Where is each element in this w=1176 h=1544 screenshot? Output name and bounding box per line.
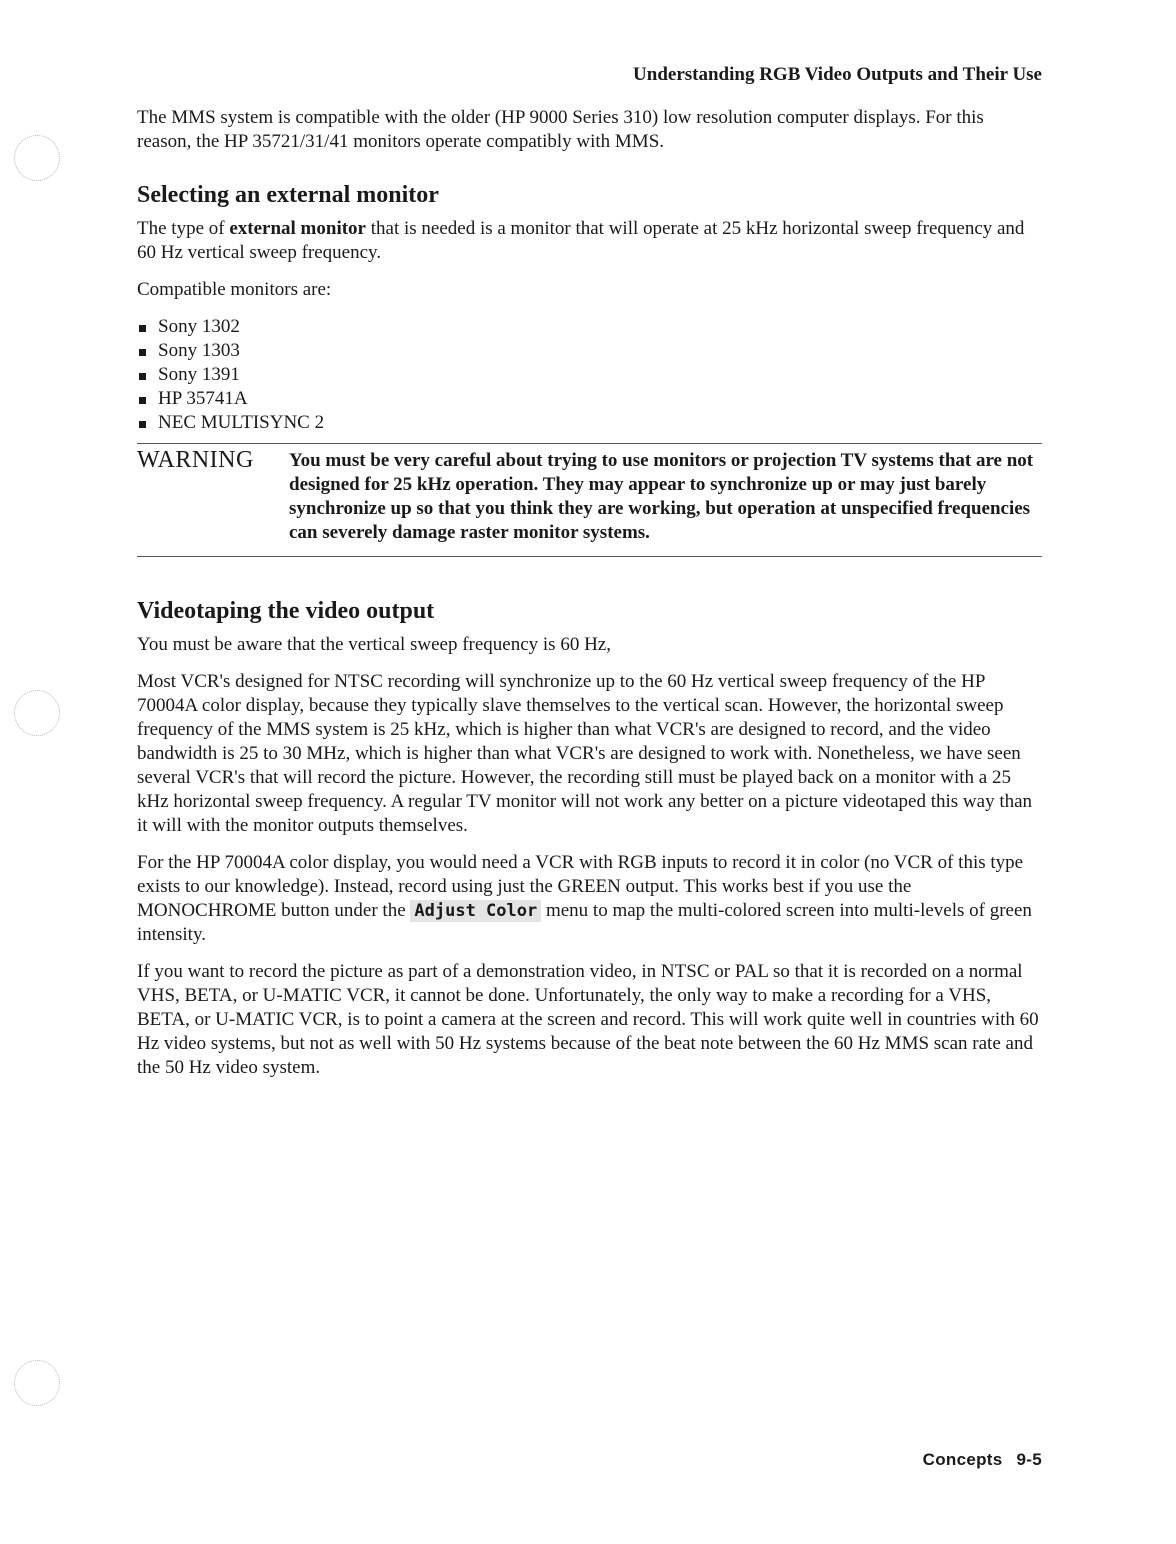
external-monitor-paragraph: The type of external monitor that is needed is a monitor that will operate at 25 kHz horizontal sweep frequency and 60 Hz vertical sweep frequency. bbox=[137, 218, 1025, 263]
punch-hole-bottom bbox=[14, 1360, 60, 1406]
warning-label: WARNING bbox=[137, 447, 254, 473]
list-item: NEC MULTISYNC 2 bbox=[137, 411, 1042, 435]
section-heading-videotaping: Videotaping the video output bbox=[137, 598, 435, 624]
compatible-monitors-list bbox=[137, 315, 1042, 435]
videotaping-paragraph-4: If you want to record the picture as part of a demonstration video, in NTSC or PAL so that it is recorded on a normal VHS, BETA, or U-MATIC VCR, it cannot be done. Unfortunately, the only way to make a recording for a VHS, BETA, or U-MATIC VCR, is to point a camera at the screen and record. This will work quite well in countries with 60 Hz video systems, but not as well with 50 Hz systems because of the beat note between the 60 Hz MMS scan rate and the 50 Hz video system. bbox=[137, 961, 1039, 1078]
videotaping-paragraph-2: Most VCR's designed for NTSC recording will synchronize up to the 60 Hz vertical sweep frequency of the HP 70004A color display, because they typically slave themselves to the vertical scan. However, the horizontal sweep frequency of the MMS system is 25 kHz, which is higher than what VCR's are designed to record, and the video bandwidth is 25 to 30 MHz, which is higher than what VCR's are designed to work with. Nonetheless, we have seen several VCR's that will record the picture. However, the recording still must be played back on a monitor with a 25 kHz horizontal sweep frequency. A regular TV monitor will not work any better on a picture videotaped this way than it will with the monitor outputs themselves. bbox=[137, 671, 1033, 836]
adjust-color-softkey: Adjust Color bbox=[410, 900, 541, 922]
punch-hole-middle bbox=[14, 690, 60, 736]
warning-text: You must be very careful about trying to use monitors or projection TV systems that are not designed for 25 kHz operation. They may appear to synchronize up or may just barely synchronize up so that you think they are working, but operation at unspecified frequencies can severely damage raster monitor systems. bbox=[289, 450, 1034, 543]
footer-section: Concepts bbox=[922, 1450, 1003, 1469]
section-heading-external-monitor: Selecting an external monitor bbox=[137, 182, 439, 208]
page-number: 9-5 bbox=[1016, 1450, 1042, 1469]
running-header: Understanding RGB Video Outputs and Their Use bbox=[633, 64, 1042, 85]
warning-box bbox=[137, 443, 1042, 557]
list-item: Sony 1302 bbox=[137, 315, 1042, 339]
punch-hole-top bbox=[14, 135, 60, 181]
videotaping-paragraph-3: For the HP 70004A color display, you would need a VCR with RGB inputs to record it in color (no VCR of this type exists to our knowledge). Instead, record using just the GREEN output. This works best if you use the MONOCHROME button under the Adjust Color menu to map the multi-colored screen into multi-levels of green intensity. bbox=[137, 852, 1032, 945]
list-item: HP 35741A bbox=[137, 387, 1042, 411]
list-item: Sony 1391 bbox=[137, 363, 1042, 387]
compatible-monitors-label: Compatible monitors are: bbox=[137, 279, 332, 300]
page-content bbox=[137, 106, 1042, 1080]
list-item: Sony 1303 bbox=[137, 339, 1042, 363]
intro-paragraph: The MMS system is compatible with the older (HP 9000 Series 310) low resolution computer displays. For this reason, the HP 35721/31/41 monitors operate compatibly with MMS. bbox=[137, 107, 984, 152]
videotaping-paragraph-1: You must be aware that the vertical sweep frequency is 60 Hz, bbox=[137, 634, 611, 655]
page-footer bbox=[923, 1450, 1042, 1470]
